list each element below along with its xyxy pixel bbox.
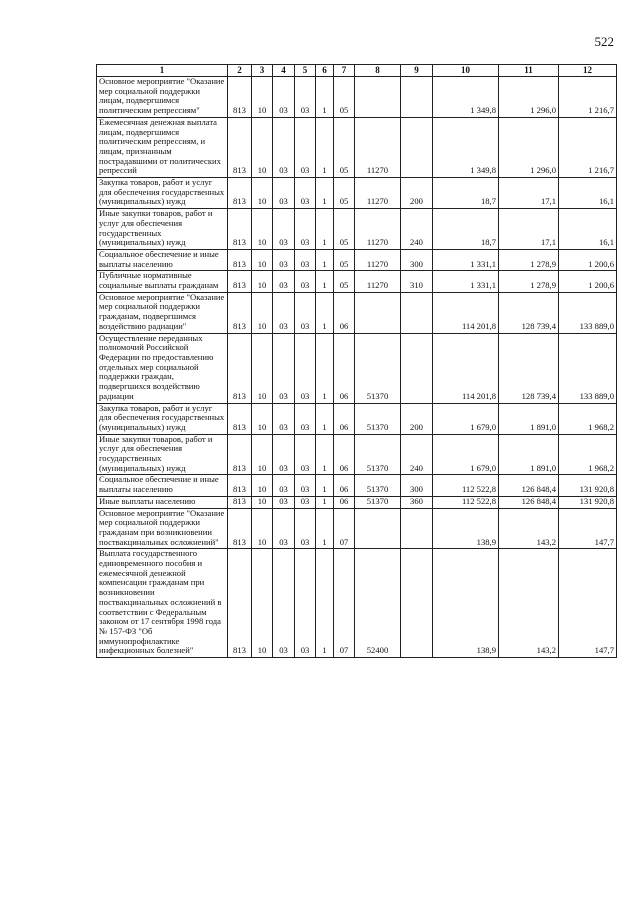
amount-col10: 112 522,8 bbox=[433, 496, 499, 508]
code-event: 06 bbox=[334, 434, 355, 475]
code-direction: 11270 bbox=[355, 249, 401, 270]
code-subprogram: 1 bbox=[316, 403, 334, 434]
row-name: Закупка товаров, работ и услуг для обеспечения государственных (муниципальных) нужд bbox=[97, 403, 228, 434]
amount-col11: 128 739,4 bbox=[499, 292, 559, 333]
amount-col12: 131 920,8 bbox=[559, 475, 617, 496]
code-subprogram: 1 bbox=[316, 77, 334, 118]
code-subsection: 03 bbox=[273, 475, 295, 496]
code-subprogram: 1 bbox=[316, 178, 334, 209]
row-name: Основное мероприятие "Оказание мер социальной поддержки лицам, подвергшимся политическим репрессиям" bbox=[97, 77, 228, 118]
budget-table bbox=[96, 64, 617, 658]
code-event: 05 bbox=[334, 77, 355, 118]
amount-col11: 17,1 bbox=[499, 209, 559, 250]
code-program: 03 bbox=[295, 271, 316, 292]
code-subsection: 03 bbox=[273, 508, 295, 549]
code-event: 06 bbox=[334, 403, 355, 434]
amount-col12: 133 889,0 bbox=[559, 292, 617, 333]
table-row bbox=[97, 178, 617, 209]
row-name: Социальное обеспечение и иные выплаты населению bbox=[97, 249, 228, 270]
amount-col12: 16,1 bbox=[559, 209, 617, 250]
code-direction: 11270 bbox=[355, 271, 401, 292]
row-name: Иные выплаты населению bbox=[97, 496, 228, 508]
code-expense-type: 360 bbox=[401, 496, 433, 508]
amount-col11: 1 891,0 bbox=[499, 434, 559, 475]
code-ministry: 813 bbox=[228, 496, 252, 508]
amount-col10: 138,9 bbox=[433, 508, 499, 549]
code-expense-type: 310 bbox=[401, 271, 433, 292]
amount-col10: 1 679,0 bbox=[433, 434, 499, 475]
code-section: 10 bbox=[252, 549, 273, 658]
code-section: 10 bbox=[252, 271, 273, 292]
code-direction: 51370 bbox=[355, 434, 401, 475]
row-name: Иные закупки товаров, работ и услуг для обеспечения государственных (муниципальных) нужд bbox=[97, 209, 228, 250]
column-header-12: 12 bbox=[559, 65, 617, 77]
code-section: 10 bbox=[252, 508, 273, 549]
amount-col10: 1 349,8 bbox=[433, 117, 499, 177]
amount-col11: 128 739,4 bbox=[499, 333, 559, 403]
code-direction: 52400 bbox=[355, 549, 401, 658]
code-direction: 11270 bbox=[355, 178, 401, 209]
code-expense-type bbox=[401, 292, 433, 333]
code-program: 03 bbox=[295, 549, 316, 658]
code-subsection: 03 bbox=[273, 292, 295, 333]
code-subprogram: 1 bbox=[316, 249, 334, 270]
code-event: 06 bbox=[334, 475, 355, 496]
code-direction: 51370 bbox=[355, 403, 401, 434]
code-subsection: 03 bbox=[273, 77, 295, 118]
amount-col10: 138,9 bbox=[433, 549, 499, 658]
column-header-9: 9 bbox=[401, 65, 433, 77]
table-row bbox=[97, 508, 617, 549]
table-row bbox=[97, 292, 617, 333]
column-header-11: 11 bbox=[499, 65, 559, 77]
amount-col10: 114 201,8 bbox=[433, 333, 499, 403]
code-program: 03 bbox=[295, 475, 316, 496]
code-subsection: 03 bbox=[273, 403, 295, 434]
code-subprogram: 1 bbox=[316, 549, 334, 658]
code-ministry: 813 bbox=[228, 249, 252, 270]
code-expense-type: 240 bbox=[401, 209, 433, 250]
column-header-5: 5 bbox=[295, 65, 316, 77]
amount-col12: 133 889,0 bbox=[559, 333, 617, 403]
code-program: 03 bbox=[295, 496, 316, 508]
amount-col11: 1 296,0 bbox=[499, 117, 559, 177]
code-subprogram: 1 bbox=[316, 333, 334, 403]
amount-col12: 1 968,2 bbox=[559, 434, 617, 475]
row-name: Основное мероприятие "Оказание мер социальной поддержки гражданам, подвергшимся воздействию радиации" bbox=[97, 292, 228, 333]
code-expense-type bbox=[401, 508, 433, 549]
code-subprogram: 1 bbox=[316, 117, 334, 177]
header-row bbox=[97, 65, 617, 77]
column-header-3: 3 bbox=[252, 65, 273, 77]
amount-col11: 17,1 bbox=[499, 178, 559, 209]
code-expense-type: 200 bbox=[401, 403, 433, 434]
row-name: Социальное обеспечение и иные выплаты населению bbox=[97, 475, 228, 496]
amount-col11: 1 891,0 bbox=[499, 403, 559, 434]
amount-col10: 114 201,8 bbox=[433, 292, 499, 333]
code-section: 10 bbox=[252, 209, 273, 250]
code-expense-type bbox=[401, 333, 433, 403]
code-direction: 11270 bbox=[355, 117, 401, 177]
row-name: Выплата государственного единовременного пособия и ежемесячной денежной компенсации гражданам при возникновении поствакцинальных осложнений в соответствии с Федеральным законом от 17 сентября 1998 года № 157-ФЗ "Об иммунопрофилактике инфекционных болезней" bbox=[97, 549, 228, 658]
table-row bbox=[97, 496, 617, 508]
code-subsection: 03 bbox=[273, 333, 295, 403]
amount-col11: 1 296,0 bbox=[499, 77, 559, 118]
code-ministry: 813 bbox=[228, 508, 252, 549]
code-expense-type: 240 bbox=[401, 434, 433, 475]
code-event: 05 bbox=[334, 249, 355, 270]
table-row bbox=[97, 333, 617, 403]
amount-col11: 126 848,4 bbox=[499, 496, 559, 508]
amount-col11: 126 848,4 bbox=[499, 475, 559, 496]
column-header-6: 6 bbox=[316, 65, 334, 77]
code-expense-type: 300 bbox=[401, 249, 433, 270]
code-direction: 51370 bbox=[355, 333, 401, 403]
amount-col10: 1 349,8 bbox=[433, 77, 499, 118]
code-subsection: 03 bbox=[273, 271, 295, 292]
table-row bbox=[97, 475, 617, 496]
row-name: Ежемесячная денежная выплата лицам, подвергшимся политическим репрессиям, и лицам, признанным пострадавшими от политических репрессий bbox=[97, 117, 228, 177]
code-expense-type bbox=[401, 77, 433, 118]
amount-col11: 143,2 bbox=[499, 508, 559, 549]
code-ministry: 813 bbox=[228, 77, 252, 118]
amount-col10: 112 522,8 bbox=[433, 475, 499, 496]
code-event: 06 bbox=[334, 496, 355, 508]
amount-col12: 16,1 bbox=[559, 178, 617, 209]
code-section: 10 bbox=[252, 292, 273, 333]
code-expense-type bbox=[401, 549, 433, 658]
code-program: 03 bbox=[295, 209, 316, 250]
amount-col12: 147,7 bbox=[559, 508, 617, 549]
code-subsection: 03 bbox=[273, 209, 295, 250]
row-name: Иные закупки товаров, работ и услуг для обеспечения государственных (муниципальных) нужд bbox=[97, 434, 228, 475]
code-subsection: 03 bbox=[273, 549, 295, 658]
code-program: 03 bbox=[295, 434, 316, 475]
code-subprogram: 1 bbox=[316, 292, 334, 333]
code-ministry: 813 bbox=[228, 178, 252, 209]
code-ministry: 813 bbox=[228, 475, 252, 496]
amount-col10: 1 331,1 bbox=[433, 271, 499, 292]
amount-col11: 1 278,9 bbox=[499, 271, 559, 292]
code-subprogram: 1 bbox=[316, 508, 334, 549]
code-section: 10 bbox=[252, 333, 273, 403]
code-direction bbox=[355, 77, 401, 118]
column-header-4: 4 bbox=[273, 65, 295, 77]
row-name: Осуществление переданных полномочий Российской Федерации по предоставлению отдельных мер социальной поддержки граждан, подвергшихся воздействию радиации bbox=[97, 333, 228, 403]
code-program: 03 bbox=[295, 249, 316, 270]
row-name: Публичные нормативные социальные выплаты гражданам bbox=[97, 271, 228, 292]
code-event: 05 bbox=[334, 271, 355, 292]
code-program: 03 bbox=[295, 117, 316, 177]
amount-col12: 1 200,6 bbox=[559, 271, 617, 292]
table-row bbox=[97, 403, 617, 434]
code-subprogram: 1 bbox=[316, 434, 334, 475]
code-expense-type: 200 bbox=[401, 178, 433, 209]
code-subprogram: 1 bbox=[316, 475, 334, 496]
column-header-1: 1 bbox=[97, 65, 228, 77]
amount-col10: 18,7 bbox=[433, 178, 499, 209]
code-direction: 11270 bbox=[355, 209, 401, 250]
code-subsection: 03 bbox=[273, 434, 295, 475]
code-program: 03 bbox=[295, 333, 316, 403]
code-program: 03 bbox=[295, 508, 316, 549]
code-direction: 51370 bbox=[355, 475, 401, 496]
code-subsection: 03 bbox=[273, 496, 295, 508]
table-row bbox=[97, 271, 617, 292]
amount-col12: 147,7 bbox=[559, 549, 617, 658]
code-section: 10 bbox=[252, 475, 273, 496]
code-ministry: 813 bbox=[228, 117, 252, 177]
code-section: 10 bbox=[252, 496, 273, 508]
code-direction bbox=[355, 508, 401, 549]
code-ministry: 813 bbox=[228, 434, 252, 475]
code-event: 07 bbox=[334, 549, 355, 658]
code-event: 05 bbox=[334, 117, 355, 177]
row-name: Основное мероприятие "Оказание мер социальной поддержки гражданам при возникновении поствакцинальных осложнений" bbox=[97, 508, 228, 549]
table-row bbox=[97, 434, 617, 475]
amount-col12: 1 216,7 bbox=[559, 117, 617, 177]
code-ministry: 813 bbox=[228, 209, 252, 250]
code-ministry: 813 bbox=[228, 403, 252, 434]
amount-col12: 1 968,2 bbox=[559, 403, 617, 434]
code-section: 10 bbox=[252, 117, 273, 177]
table-body bbox=[97, 77, 617, 658]
code-ministry: 813 bbox=[228, 292, 252, 333]
code-program: 03 bbox=[295, 77, 316, 118]
column-header-7: 7 bbox=[334, 65, 355, 77]
code-section: 10 bbox=[252, 178, 273, 209]
amount-col10: 1 331,1 bbox=[433, 249, 499, 270]
table-row bbox=[97, 209, 617, 250]
code-subprogram: 1 bbox=[316, 271, 334, 292]
amount-col11: 143,2 bbox=[499, 549, 559, 658]
code-ministry: 813 bbox=[228, 333, 252, 403]
code-subsection: 03 bbox=[273, 178, 295, 209]
table-row bbox=[97, 549, 617, 658]
code-direction bbox=[355, 292, 401, 333]
code-section: 10 bbox=[252, 403, 273, 434]
code-subsection: 03 bbox=[273, 249, 295, 270]
table-row bbox=[97, 249, 617, 270]
table-row bbox=[97, 117, 617, 177]
code-subprogram: 1 bbox=[316, 496, 334, 508]
code-section: 10 bbox=[252, 249, 273, 270]
amount-col12: 1 200,6 bbox=[559, 249, 617, 270]
code-expense-type bbox=[401, 117, 433, 177]
code-direction: 51370 bbox=[355, 496, 401, 508]
code-event: 06 bbox=[334, 333, 355, 403]
code-subsection: 03 bbox=[273, 117, 295, 177]
code-subprogram: 1 bbox=[316, 209, 334, 250]
code-event: 07 bbox=[334, 508, 355, 549]
code-program: 03 bbox=[295, 403, 316, 434]
column-header-2: 2 bbox=[228, 65, 252, 77]
page-number: 522 bbox=[594, 34, 614, 49]
code-event: 06 bbox=[334, 292, 355, 333]
amount-col11: 1 278,9 bbox=[499, 249, 559, 270]
table-row bbox=[97, 77, 617, 118]
code-event: 05 bbox=[334, 209, 355, 250]
column-header-8: 8 bbox=[355, 65, 401, 77]
code-section: 10 bbox=[252, 77, 273, 118]
amount-col10: 1 679,0 bbox=[433, 403, 499, 434]
code-program: 03 bbox=[295, 292, 316, 333]
amount-col12: 131 920,8 bbox=[559, 496, 617, 508]
code-expense-type: 300 bbox=[401, 475, 433, 496]
code-program: 03 bbox=[295, 178, 316, 209]
row-name: Закупка товаров, работ и услуг для обеспечения государственных (муниципальных) нужд bbox=[97, 178, 228, 209]
column-header-10: 10 bbox=[433, 65, 499, 77]
code-event: 05 bbox=[334, 178, 355, 209]
code-section: 10 bbox=[252, 434, 273, 475]
code-ministry: 813 bbox=[228, 271, 252, 292]
code-ministry: 813 bbox=[228, 549, 252, 658]
amount-col12: 1 216,7 bbox=[559, 77, 617, 118]
amount-col10: 18,7 bbox=[433, 209, 499, 250]
